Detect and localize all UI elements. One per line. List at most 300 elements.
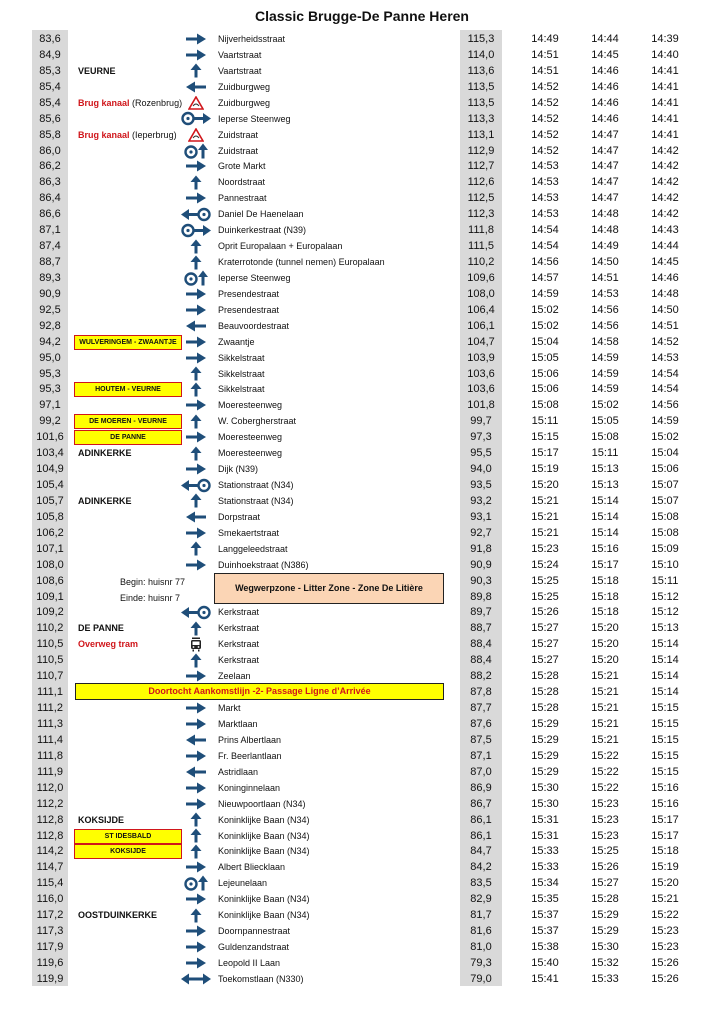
litter-zone-end: Einde: huisnr 7: [120, 593, 181, 603]
time-fast-cell: 15:38: [531, 941, 559, 953]
street-cell: Sikkelstraat: [218, 368, 265, 379]
time-fast-cell: 14:54: [531, 224, 559, 237]
time-medium-cell: 15:22: [591, 749, 619, 762]
km-cell: 110,5: [36, 638, 64, 651]
remaining-km-cell: 93,5: [470, 479, 492, 492]
time-fast-cell: 15:28: [531, 670, 559, 683]
time-fast-cell: 15:11: [531, 415, 559, 428]
street-cell: Grote Markt: [218, 161, 266, 172]
km-cell: 86,3: [39, 176, 61, 189]
remaining-km-cell: 86,1: [470, 813, 492, 826]
time-medium-cell: 14:47: [591, 128, 619, 141]
remaining-km-cell: 88,7: [470, 622, 492, 635]
street-cell: Dijk (N39): [218, 464, 259, 475]
litter-zone-banner: Wegwerpzone - Litter Zone - Zone De Litière: [214, 573, 444, 604]
table-row: [0, 254, 724, 270]
page-title: Classic Brugge-De Panne Heren: [255, 8, 469, 24]
time-fast-cell: 14:56: [531, 256, 559, 269]
table-row: [0, 923, 724, 939]
street-cell: Nieuwpoortlaan (N34): [218, 798, 306, 809]
time-slow-cell: 15:15: [651, 765, 679, 778]
location-label: [78, 812, 124, 828]
table-row: [0, 429, 724, 445]
time-slow-cell: 15:20: [651, 877, 679, 890]
km-cell: 111,9: [37, 765, 63, 778]
remaining-km-cell: 104,7: [467, 335, 495, 348]
arrow-right-icon: [176, 780, 216, 796]
remaining-km-cell: 87,7: [470, 702, 492, 715]
time-slow-cell: 14:44: [651, 240, 679, 253]
time-fast-cell: 14:53: [531, 176, 559, 189]
street-cell: Koninginnelaan: [218, 782, 281, 793]
time-slow-cell: 15:17: [651, 829, 679, 842]
time-slow-cell: 15:23: [651, 925, 679, 938]
time-slow-cell: 14:48: [651, 287, 679, 300]
location-label: [78, 493, 132, 509]
street-cell: Presendestraat: [218, 288, 280, 299]
street-cell: Toekomstlaan (N330): [218, 973, 304, 984]
street-cell: Moeresteenweg: [218, 400, 283, 411]
time-fast-cell: 15:40: [531, 956, 559, 969]
time-slow-cell: 15:12: [651, 606, 679, 619]
time-fast-cell: 15:35: [531, 893, 559, 906]
arrow-right-icon: [176, 557, 216, 573]
street-cell: Koninklijke Baan (N34): [218, 846, 310, 857]
km-cell: 111,8: [37, 749, 63, 762]
table-row: [0, 95, 724, 111]
time-fast-cell: 15:27: [531, 654, 559, 667]
time-medium-cell: 15:18: [591, 590, 619, 603]
remaining-km-cell: 106,4: [467, 303, 495, 316]
location-label: [78, 445, 132, 461]
km-cell: 105,8: [36, 510, 64, 523]
street-cell: Kerkstraat: [218, 623, 260, 634]
time-medium-cell: 15:27: [591, 877, 619, 890]
table-row: [0, 111, 724, 127]
street-cell: Leopold II Laan: [218, 957, 281, 968]
time-medium-cell: 14:58: [591, 335, 619, 348]
arrow-up-icon: [176, 366, 216, 382]
arrow-up-icon: [176, 63, 216, 79]
time-medium-cell: 14:45: [591, 48, 619, 61]
time-fast-cell: 15:19: [531, 463, 559, 476]
time-medium-cell: 15:20: [591, 638, 619, 651]
km-cell: 85,4: [39, 96, 61, 109]
street-cell: Zuidburgweg: [218, 81, 271, 92]
km-cell: 108,6: [36, 574, 64, 587]
arrow-right-icon: [176, 158, 216, 174]
arrow-right-icon: [176, 397, 216, 413]
time-fast-cell: 15:29: [531, 717, 559, 730]
table-row: [0, 445, 724, 461]
remaining-km-cell: 113,5: [467, 96, 495, 109]
km-cell: 87,4: [39, 240, 61, 253]
street-cell: Beauvoordestraat: [218, 320, 290, 331]
street-cell: Prins Albertlaan: [218, 734, 282, 745]
location-note: (Rozenbrug): [132, 97, 183, 108]
time-medium-cell: 14:47: [591, 192, 619, 205]
time-fast-cell: 14:53: [531, 208, 559, 221]
time-slow-cell: 15:09: [651, 542, 679, 555]
time-slow-cell: 14:45: [651, 256, 679, 269]
km-cell: 117,9: [36, 941, 64, 953]
time-slow-cell: 14:46: [651, 271, 679, 284]
time-medium-cell: 15:21: [591, 686, 619, 699]
street-cell: Ieperse Steenweg: [218, 113, 291, 124]
location-name: KOKSIJDE: [78, 814, 125, 825]
time-slow-cell: 15:02: [651, 431, 679, 444]
km-cell: 86,2: [39, 160, 61, 173]
street-cell: Guldenzandstraat: [218, 942, 290, 952]
time-fast-cell: 15:33: [531, 861, 559, 874]
time-medium-cell: 14:56: [591, 303, 619, 316]
street-cell: Vaartstraat: [218, 65, 262, 76]
time-slow-cell: 15:19: [651, 861, 679, 874]
table-row: [0, 143, 724, 159]
remaining-km-cell: 101,8: [467, 399, 495, 412]
remaining-km-cell: 87,8: [470, 686, 492, 699]
km-cell: 95,3: [39, 367, 61, 380]
street-cell: Koninklijke Baan (N34): [218, 910, 310, 921]
km-cell: 109,2: [36, 606, 64, 619]
time-slow-cell: 14:51: [651, 319, 679, 332]
table-row: [0, 557, 724, 573]
time-fast-cell: 15:06: [531, 383, 559, 396]
time-slow-cell: 14:52: [651, 335, 679, 348]
location-name: OOSTDUINKERKE: [78, 910, 158, 921]
remaining-km-cell: 83,5: [470, 877, 492, 890]
time-medium-cell: 15:29: [591, 925, 619, 938]
street-cell: Oprit Europalaan + Europalaan: [218, 241, 343, 252]
km-cell: 86,4: [39, 192, 61, 205]
arrow-left-icon: [176, 764, 216, 780]
time-slow-cell: 14:39: [651, 33, 679, 45]
time-slow-cell: 14:41: [651, 112, 679, 125]
time-slow-cell: 15:15: [651, 733, 679, 746]
table-row: [0, 748, 724, 764]
time-slow-cell: 14:40: [651, 48, 679, 61]
remaining-km-cell: 86,7: [470, 797, 492, 810]
time-fast-cell: 15:23: [531, 542, 559, 555]
time-slow-cell: 15:26: [651, 956, 679, 969]
time-medium-cell: 14:49: [591, 240, 619, 253]
time-fast-cell: 14:49: [531, 33, 559, 45]
km-cell: 90,9: [39, 287, 61, 300]
time-slow-cell: 15:06: [651, 463, 679, 476]
location-label: [78, 127, 177, 143]
remaining-km-cell: 113,3: [467, 112, 495, 125]
street-cell: Koninklijke Baan (N34): [218, 814, 310, 825]
time-slow-cell: 14:59: [651, 415, 679, 428]
km-cell: 112,2: [36, 797, 64, 810]
litter-zone-begin: Begin: huisnr 77: [120, 577, 186, 587]
arrow-right-icon: [176, 461, 216, 477]
km-cell: 95,3: [39, 383, 61, 396]
street-cell: Stationstraat (N34): [218, 495, 294, 506]
remaining-km-cell: 95,5: [470, 447, 492, 460]
remaining-km-cell: 89,7: [470, 606, 492, 619]
time-slow-cell: 14:41: [651, 96, 679, 109]
arrow-right-icon: [176, 700, 216, 716]
finish-line-banner: Doortocht Aankomstlijn -2- Passage Ligne d’Arrivée: [75, 683, 444, 700]
km-cell: 111,2: [37, 702, 63, 715]
roundabout-right-icon: [176, 111, 216, 127]
time-medium-cell: 14:46: [591, 96, 619, 109]
km-cell: 87,1: [39, 224, 61, 237]
time-slow-cell: 15:16: [651, 781, 679, 794]
remaining-km-cell: 112,9: [467, 144, 495, 157]
arrow-right-icon: [176, 796, 216, 812]
street-cell: Daniel De Haenelaan: [218, 209, 304, 220]
time-slow-cell: 14:42: [651, 192, 679, 205]
arrow-right-icon: [176, 891, 216, 907]
table-row: [0, 286, 724, 302]
time-medium-cell: 15:26: [591, 861, 619, 874]
km-cell: 114,7: [36, 861, 64, 874]
time-medium-cell: 14:47: [591, 176, 619, 189]
remaining-km-cell: 86,9: [470, 781, 492, 794]
arrow-right-icon: [176, 939, 216, 955]
time-medium-cell: 14:56: [591, 319, 619, 332]
arrow-right-icon: [176, 286, 216, 302]
remaining-km-cell: 112,7: [467, 160, 495, 173]
time-slow-cell: 15:22: [651, 909, 679, 922]
table-row: [0, 843, 724, 859]
time-medium-cell: 15:16: [591, 542, 619, 555]
time-slow-cell: 15:14: [651, 686, 679, 699]
km-cell: 86,0: [39, 144, 61, 157]
arrow-right-icon: [176, 350, 216, 366]
time-slow-cell: 15:26: [651, 972, 679, 985]
time-fast-cell: 14:52: [531, 128, 559, 141]
time-medium-cell: 15:22: [591, 781, 619, 794]
street-cell: Duinhoekstraat (N386): [218, 559, 309, 570]
time-fast-cell: 15:25: [531, 574, 559, 587]
location-label: [78, 636, 138, 652]
location-box: KOKSIJDE: [74, 844, 182, 859]
location-name: Brug kanaal: [78, 97, 130, 108]
time-slow-cell: 15:04: [651, 447, 679, 460]
arrow-right-icon: [176, 716, 216, 732]
street-cell: Kraterrotonde (tunnel nemen) Europalaan: [218, 257, 385, 268]
time-fast-cell: 15:04: [531, 335, 559, 348]
street-cell: Vaartstraat: [218, 49, 262, 60]
table-row: [0, 318, 724, 334]
street-cell: Lejeunelaan: [218, 878, 268, 889]
roundabout-up-icon: [176, 875, 216, 891]
time-fast-cell: 15:08: [531, 399, 559, 412]
table-row: [0, 812, 724, 828]
table-row: [0, 891, 724, 907]
time-medium-cell: 14:46: [591, 64, 619, 77]
arrow-right-icon: [176, 859, 216, 875]
km-cell: 104,9: [36, 463, 64, 476]
time-fast-cell: 15:28: [531, 702, 559, 715]
arrow-right-icon: [176, 429, 216, 445]
time-fast-cell: 15:29: [531, 749, 559, 762]
time-fast-cell: 15:37: [531, 909, 559, 922]
tram-icon: [176, 636, 216, 652]
remaining-km-cell: 81,7: [470, 909, 492, 922]
table-row: [0, 907, 724, 923]
time-slow-cell: 15:16: [651, 797, 679, 810]
remaining-km-cell: 103,6: [467, 383, 495, 396]
table-row: [0, 732, 724, 748]
km-cell: 84,9: [39, 48, 61, 61]
time-fast-cell: 15:17: [531, 447, 559, 460]
time-slow-cell: 15:13: [651, 622, 679, 635]
time-fast-cell: 14:52: [531, 144, 559, 157]
time-fast-cell: 14:59: [531, 287, 559, 300]
table-row: [0, 509, 724, 525]
time-fast-cell: 15:34: [531, 877, 559, 890]
table-row: [0, 174, 724, 190]
remaining-km-cell: 109,6: [467, 271, 495, 284]
street-cell: Presendestraat: [218, 304, 280, 315]
time-medium-cell: 15:21: [591, 670, 619, 683]
km-cell: 95,0: [39, 351, 61, 364]
table-row: [0, 796, 724, 812]
km-cell: 117,3: [36, 925, 64, 938]
arrow-up-icon: [176, 907, 216, 923]
time-fast-cell: 14:51: [531, 48, 559, 61]
table-row: [0, 190, 724, 206]
arrow-up-icon: [176, 652, 216, 668]
time-fast-cell: 15:05: [531, 351, 559, 364]
remaining-km-cell: 88,4: [470, 638, 492, 651]
time-medium-cell: 14:53: [591, 287, 619, 300]
location-box: DE MOEREN - VEURNE: [74, 414, 182, 429]
time-slow-cell: 15:08: [651, 526, 679, 539]
remaining-km-cell: 99,7: [470, 415, 492, 428]
time-medium-cell: 15:02: [591, 399, 619, 412]
time-slow-cell: 14:41: [651, 80, 679, 93]
arrow-up-icon: [176, 381, 216, 397]
km-cell: 103,4: [36, 447, 64, 460]
time-medium-cell: 15:25: [591, 845, 619, 858]
location-name: DE PANNE: [78, 623, 124, 634]
street-cell: Smekaertstraat: [218, 527, 280, 538]
km-cell: 85,4: [39, 80, 61, 93]
table-row: [0, 764, 724, 780]
time-fast-cell: 15:27: [531, 638, 559, 651]
warning-icon: [176, 127, 216, 143]
time-medium-cell: 14:48: [591, 224, 619, 237]
time-slow-cell: 15:08: [651, 510, 679, 523]
remaining-km-cell: 115,3: [467, 33, 495, 45]
roundabout-left-icon: [176, 206, 216, 222]
km-cell: 107,1: [36, 542, 64, 555]
location-label: [78, 95, 182, 111]
remaining-km-cell: 79,3: [470, 956, 492, 969]
remaining-km-cell: 88,2: [470, 670, 492, 683]
km-cell: 85,3: [39, 64, 61, 77]
remaining-km-cell: 93,2: [470, 494, 492, 507]
table-row: [0, 47, 724, 63]
time-fast-cell: 15:28: [531, 686, 559, 699]
arrow-right-icon: [176, 47, 216, 63]
street-cell: Zeelaan: [218, 671, 251, 682]
table-row: [0, 461, 724, 477]
remaining-km-cell: 111,8: [468, 224, 494, 237]
time-fast-cell: 15:27: [531, 622, 559, 635]
arrow-left-icon: [176, 318, 216, 334]
km-cell: 111,3: [37, 717, 63, 730]
arrow-up-icon: [176, 812, 216, 828]
remaining-km-cell: 106,1: [467, 319, 495, 332]
time-medium-cell: 15:20: [591, 622, 619, 635]
table-row: [0, 541, 724, 557]
time-medium-cell: 15:13: [591, 479, 619, 492]
time-slow-cell: 15:11: [651, 574, 679, 587]
table-row: [0, 971, 724, 987]
arrow-right-icon: [176, 668, 216, 684]
time-fast-cell: 15:31: [531, 813, 559, 826]
table-row: [0, 222, 724, 238]
roundabout-left-icon: [176, 477, 216, 493]
table-row: [0, 350, 724, 366]
time-fast-cell: 15:26: [531, 606, 559, 619]
time-medium-cell: 15:33: [591, 972, 619, 985]
location-box: DE PANNE: [74, 430, 182, 445]
km-cell: 112,0: [36, 781, 64, 794]
street-cell: Sikkelstraat: [218, 384, 265, 395]
street-cell: Moeresteenweg: [218, 432, 283, 443]
km-cell: 94,2: [39, 335, 61, 348]
remaining-km-cell: 90,9: [470, 558, 492, 571]
time-slow-cell: 14:50: [651, 303, 679, 316]
km-cell: 110,2: [36, 622, 64, 635]
time-fast-cell: 14:52: [531, 112, 559, 125]
street-cell: Markt: [218, 703, 241, 714]
time-slow-cell: 14:43: [651, 224, 679, 237]
table-row: [0, 238, 724, 254]
arrow-up-icon: [176, 413, 216, 429]
km-cell: 110,7: [36, 670, 64, 683]
km-cell: 99,2: [39, 415, 61, 428]
table-row: [0, 780, 724, 796]
time-medium-cell: 15:32: [591, 956, 619, 969]
location-name: VEURNE: [78, 65, 116, 76]
remaining-km-cell: 86,1: [470, 829, 492, 842]
time-fast-cell: 15:02: [531, 319, 559, 332]
arrow-right-icon: [176, 525, 216, 541]
location-label: [78, 907, 157, 923]
time-medium-cell: 15:18: [591, 574, 619, 587]
table-row: [0, 413, 724, 429]
remaining-km-cell: 87,6: [470, 717, 492, 730]
roundabout-left-icon: [176, 604, 216, 620]
time-medium-cell: 15:21: [591, 733, 619, 746]
arrow-left-icon: [176, 509, 216, 525]
time-medium-cell: 15:23: [591, 813, 619, 826]
km-cell: 111,4: [37, 733, 63, 746]
table-row: [0, 716, 724, 732]
time-fast-cell: 14:52: [531, 96, 559, 109]
street-cell: Noordstraat: [218, 177, 266, 188]
table-row: [0, 206, 724, 222]
time-fast-cell: 14:51: [531, 64, 559, 77]
time-medium-cell: 15:17: [591, 558, 619, 571]
street-cell: Dorpstraat: [218, 511, 261, 522]
location-name: Overweg tram: [78, 639, 139, 650]
remaining-km-cell: 91,8: [470, 542, 492, 555]
time-slow-cell: 15:15: [651, 702, 679, 715]
remaining-km-cell: 87,5: [470, 733, 492, 746]
table-row: [0, 127, 724, 143]
street-cell: Albert Bliecklaan: [218, 862, 286, 873]
time-slow-cell: 15:23: [651, 941, 679, 953]
